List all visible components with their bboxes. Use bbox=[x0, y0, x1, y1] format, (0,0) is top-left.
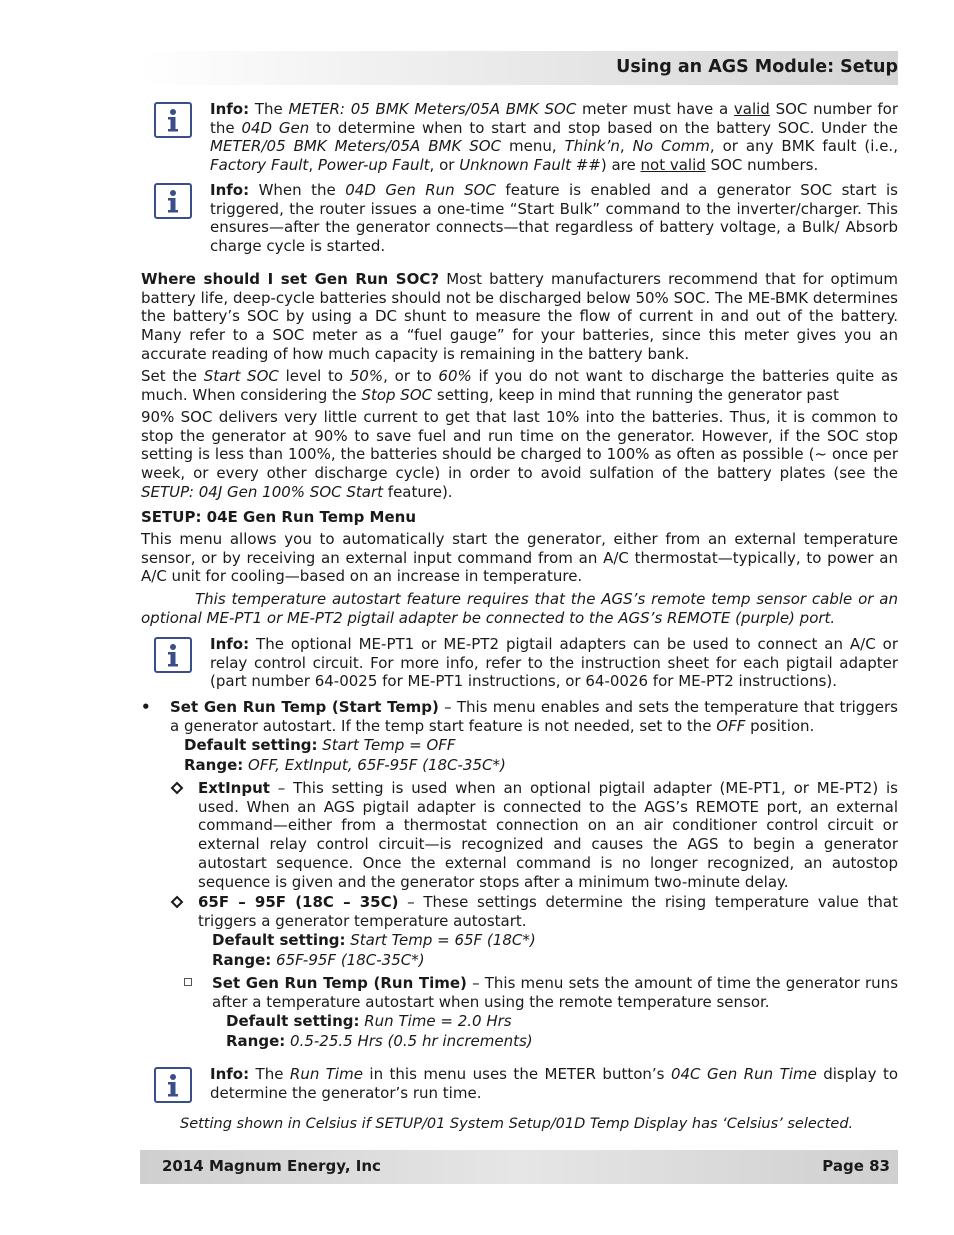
page-header bbox=[140, 51, 898, 85]
default-setting: Default setting: Start Temp = OFF bbox=[184, 736, 456, 755]
info-icon bbox=[154, 637, 192, 673]
info-text: Info: The Run Time in this menu uses the METER button’s 04C Gen Run Time display to determine the generator’s run time. bbox=[210, 1065, 899, 1102]
range-setting: Range: 0.5-25.5 Hrs (0.5 hr increments) bbox=[226, 1032, 533, 1051]
option-temp-range bbox=[168, 893, 898, 970]
info-text: Info: The METER: 05 BMK Meters/05A BMK SOC meter must have a valid SOC number for the 04D Gen to determine when to start and stop based on the battery SOC. Under the METER/05 BMK Meters/05A BMK SOC menu, Think’n, No Comm, or any BMK fault (i.e., Factory Fault, Power-up Fault, or Unknown Fault ##) are not valid SOC numbers. bbox=[210, 100, 898, 175]
info-note-1 bbox=[154, 100, 898, 175]
range-setting: Range: OFF, ExtInput, 65F-95F (18C-35C*) bbox=[184, 756, 506, 775]
section-heading: SETUP: 04E Gen Run Temp Menu bbox=[141, 508, 416, 526]
option-run-time bbox=[184, 974, 898, 1051]
paragraph-gen-run-soc: Where should I set Gen Run SOC? Most battery manufacturers recommend that for optimum battery life, deep-cycle batteries should not be discharged below 50% SOC. The ME-BMK determines the battery’s SOC by using a DC shunt to measure the flow of current in and out of the battery. Many refer to a SOC meter as a “fuel gauge” for your batteries, since this meter gives you an accurate reading of how much capacity is remaining in the battery bank. bbox=[141, 270, 898, 363]
page-number: Page 83 bbox=[822, 1157, 890, 1175]
info-icon bbox=[154, 183, 192, 219]
option-text: ExtInput – This setting is used when an optional pigtail adapter (ME-PT1, or ME-PT2) is used. When an AGS pigtail adapter is connected to the AGS’s REMOTE port, an external command—either from a thermostat connection on an air conditioner control circuit or external relay control circuit—is recognized and causes the AGS to begin a generator autostart sequence. Once the external command is no longer recognized, an autostop sequence is given and the generator stops after a minimum two-minute delay. bbox=[198, 779, 898, 891]
paragraph-temp-requirement: This temperature autostart feature requires that the AGS’s remote temp sensor cable or an optional ME-PT1 or ME-PT2 pigtail adapter be connected to the AGS’s REMOTE (purple) port. bbox=[141, 590, 898, 627]
info-text: Info: The optional ME-PT1 or ME-PT2 pigtail adapters can be used to connect an A/C or relay control circuit. For more info, refer to the instruction sheet for each pigtail adapter (part number 64-0025 for ME-PT1 instructions, or 64-0026 for ME-PT2 instructions). bbox=[210, 635, 898, 691]
paragraph-start-soc: Set the Start SOC level to 50%, or to 60% if you do not want to discharge the batteries quite as much. When considering the Stop SOC setting, keep in mind that running the generator past bbox=[141, 367, 898, 404]
page-title: Using an AGS Module: Setup bbox=[616, 57, 898, 77]
info-icon bbox=[154, 1067, 192, 1103]
option-text: Set Gen Run Temp (Run Time) – This menu sets the amount of time the generator runs after a temperature autostart when using the remote temperature sensor. bbox=[212, 974, 899, 1011]
paragraph-90-soc: 90% SOC delivers very little current to get that last 10% into the batteries. Thus, it is common to stop the generator at 90% to save fuel and run time on the generator. However, if the SOC stop setting is less than 100%, the batteries should be charged to 100% as often as possible (~ once per week, or every other discharge cycle) in order to avoid sulfation of the battery plates (see the SETUP: 04J Gen 100% SOC Start feature). bbox=[141, 408, 898, 501]
footer-company: 2014 Magnum Energy, Inc bbox=[162, 1157, 381, 1175]
footnote: Setting shown in Celsius if SETUP/01 System Setup/01D Temp Display has ‘Celsius’ selected. bbox=[180, 1116, 854, 1132]
info-text: Info: When the 04D Gen Run SOC feature is enabled and a generator SOC start is triggered, the router issues a one-time “Start Bulk” command to the inverter/charger. This ensures—after the generator connects—that regardless of battery voltage, a Bulk/ Absorb charge cycle is started. bbox=[210, 181, 898, 256]
diamond-bullet-icon bbox=[168, 779, 186, 797]
bullet-text: Set Gen Run Temp (Start Temp) – This menu enables and sets the temperature that triggers a generator autostart. If the temp start feature is not needed, set to the OFF position. bbox=[170, 698, 898, 735]
option-extinput bbox=[168, 779, 898, 891]
paragraph-temp-menu: This menu allows you to automatically start the generator, either from an external temperature sensor, or by receiving an external input command from an A/C thermostat—typically, to power an A/C unit for cooling—based on an increase in temperature. bbox=[141, 530, 898, 586]
info-note-3 bbox=[154, 635, 898, 691]
info-note-2 bbox=[154, 181, 898, 256]
page-footer bbox=[140, 1150, 898, 1184]
bullet-start-temp bbox=[141, 698, 898, 775]
default-setting: Default setting: Start Temp = 65F (18C*) bbox=[212, 931, 536, 950]
info-icon bbox=[154, 102, 192, 138]
range-setting: Range: 65F-95F (18C-35C*) bbox=[212, 951, 425, 970]
square-bullet-icon bbox=[184, 978, 192, 986]
diamond-bullet-icon bbox=[168, 893, 186, 911]
default-setting: Default setting: Run Time = 2.0 Hrs bbox=[226, 1012, 512, 1031]
info-note-4 bbox=[154, 1065, 898, 1102]
option-text: 65F – 95F (18C – 35C) – These settings determine the rising temperature value that triggers a generator temperature autostart. bbox=[198, 893, 898, 930]
bullet-icon: • bbox=[141, 698, 151, 716]
